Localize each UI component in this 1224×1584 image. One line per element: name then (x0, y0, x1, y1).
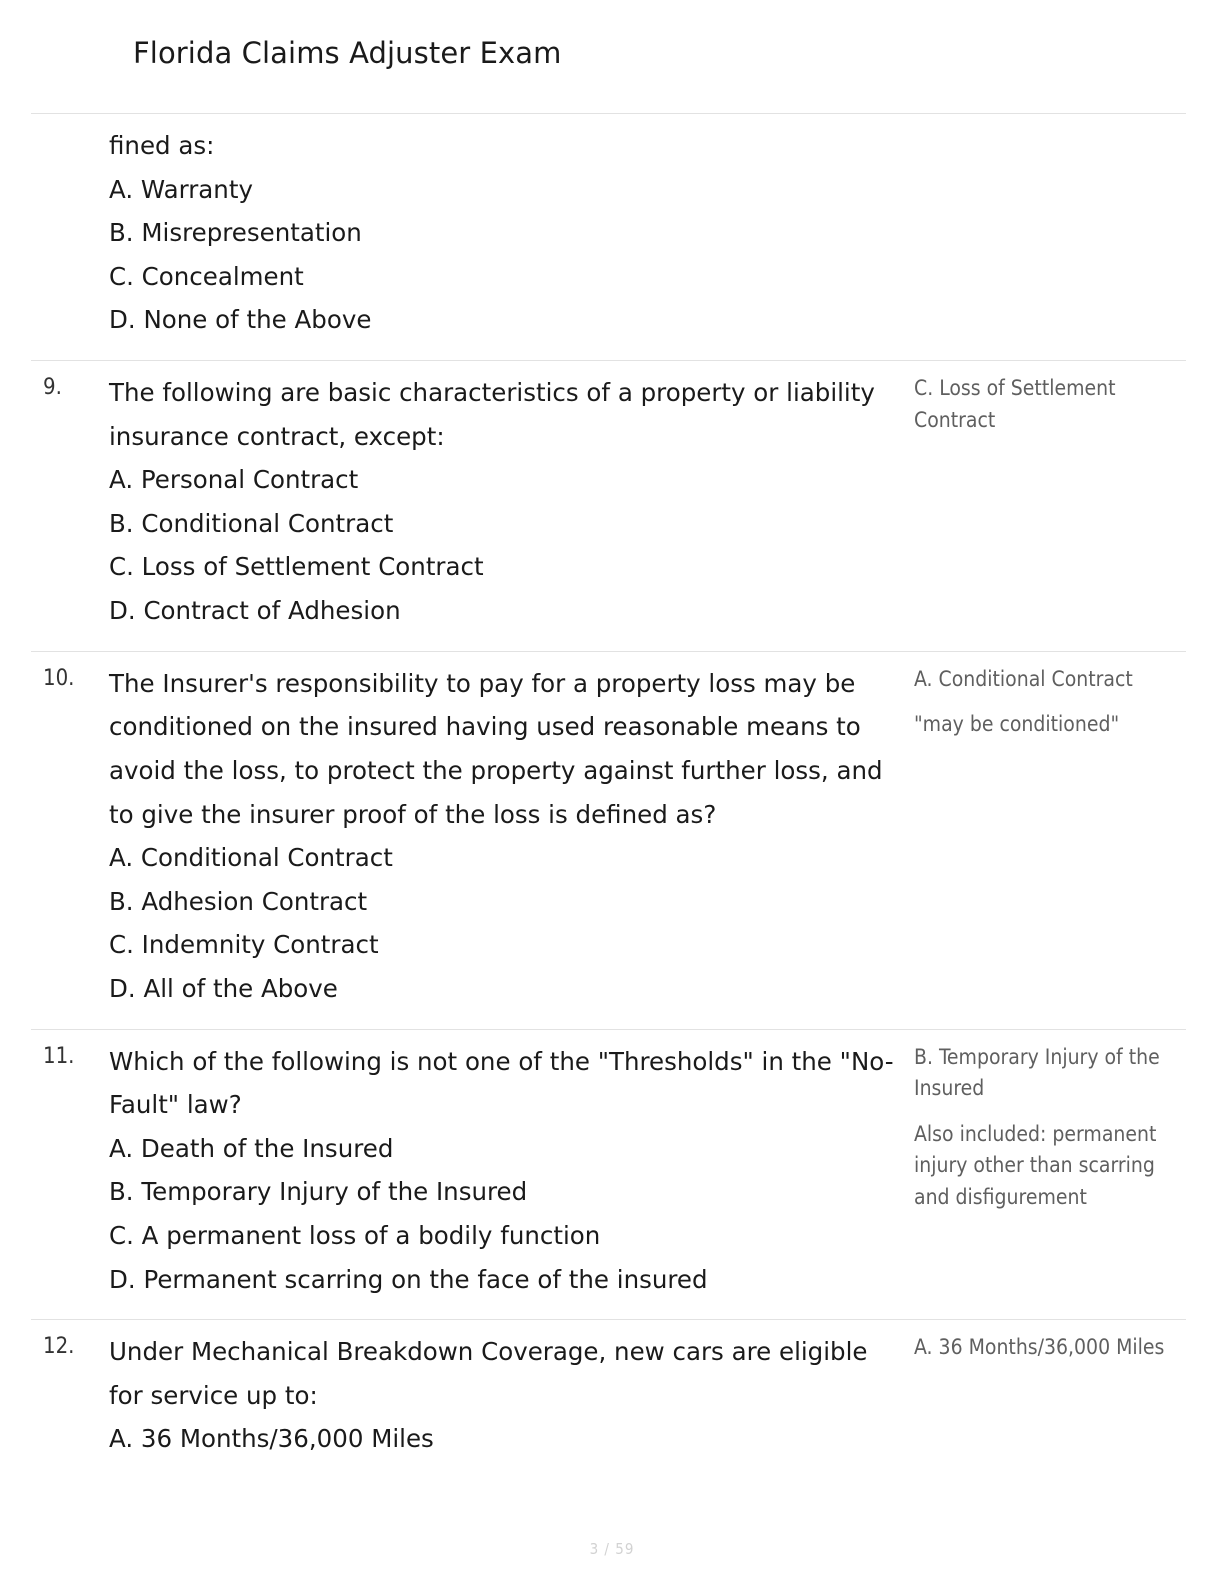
answer-note (914, 1332, 1180, 1364)
question-text: Under Mechanical Breakdown Coverage, new cars are eligible for service up to: (109, 1337, 868, 1410)
answer-choice: C. A permanent loss of a bodily function (109, 1221, 601, 1251)
answer-choice: D. Permanent scarring on the face of the insured (109, 1264, 708, 1294)
question-text: Which of the following is not one of the "Thresholds" in the "No-Fault" law? (109, 1046, 894, 1120)
page-footer: 3 / 59 (589, 1540, 635, 1558)
answer-choices (109, 168, 904, 342)
question-row (31, 360, 1186, 651)
question-text: The following are basic characteristics of a property or liability insurance contract, except: (109, 378, 875, 451)
answer-choices (109, 836, 904, 1010)
answer-choice: D. All of the Above (109, 973, 338, 1003)
question-number: 12. (43, 1334, 75, 1360)
answer-choice: B. Conditional Contract (109, 508, 394, 538)
answer-note-primary: A. 36 Months/36,000 Miles (914, 1335, 1165, 1360)
answer-note-extra: "may be conditioned" (914, 712, 1120, 737)
question-number: 9. (43, 375, 62, 401)
answer-note (914, 664, 1180, 741)
answer-choices (109, 1417, 904, 1461)
question-body (109, 1030, 904, 1320)
answer-note-column (904, 361, 1186, 651)
answer-note-column (904, 114, 1186, 360)
answer-note-primary: B. Temporary Injury of the Insured (914, 1044, 1160, 1101)
question-row (31, 1029, 1186, 1320)
question-row (31, 1319, 1186, 1479)
question-number: 11. (43, 1043, 75, 1069)
answer-choices (109, 458, 904, 632)
answer-choice: B. Misrepresentation (109, 218, 362, 248)
question-text: The Insurer's responsibility to pay for a property loss may be conditioned on the insured having used reasonable means to avoid the loss, to protect the property against further loss, and to give the insurer proof of the loss is defined as? (109, 668, 883, 829)
answer-choice: C. Concealment (109, 261, 304, 291)
answer-choice: A. Warranty (109, 174, 253, 204)
answer-choice: D. None of the Above (109, 305, 372, 335)
answer-note (914, 373, 1180, 436)
question-body (109, 114, 904, 360)
answer-choice: A. 36 Months/36,000 Miles (109, 1424, 434, 1454)
answer-note-primary: A. Conditional Contract (914, 666, 1133, 691)
answer-note-column (904, 1320, 1186, 1479)
question-row (31, 651, 1186, 1029)
answer-choices (109, 1127, 904, 1301)
question-body (109, 652, 904, 1029)
answer-choice: A. Conditional Contract (109, 843, 393, 873)
answer-note (914, 1042, 1180, 1214)
question-text: fined as: (109, 131, 215, 160)
question-list (31, 113, 1186, 1479)
question-body (109, 1320, 904, 1479)
answer-choice: A. Death of the Insured (109, 1133, 394, 1163)
answer-note-primary: C. Loss of Settlement Contract (914, 376, 1116, 432)
question-body (109, 361, 904, 651)
answer-choice: B. Temporary Injury of the Insured (109, 1177, 528, 1207)
question-number: 10. (43, 665, 75, 691)
answer-note-column (904, 652, 1186, 1029)
answer-choice: D. Contract of Adhesion (109, 596, 401, 626)
page-title: Florida Claims Adjuster Exam (133, 36, 562, 70)
answer-choice: A. Personal Contract (109, 465, 359, 495)
answer-choice: B. Adhesion Contract (109, 886, 368, 916)
answer-note-extra: Also included: permanent injury other than scarring and disfigurement (914, 1121, 1157, 1209)
answer-note-column (904, 1030, 1186, 1320)
answer-choice: C. Loss of Settlement Contract (109, 552, 484, 582)
answer-choice: C. Indemnity Contract (109, 930, 379, 960)
question-number (31, 114, 109, 360)
question-row (31, 113, 1186, 360)
